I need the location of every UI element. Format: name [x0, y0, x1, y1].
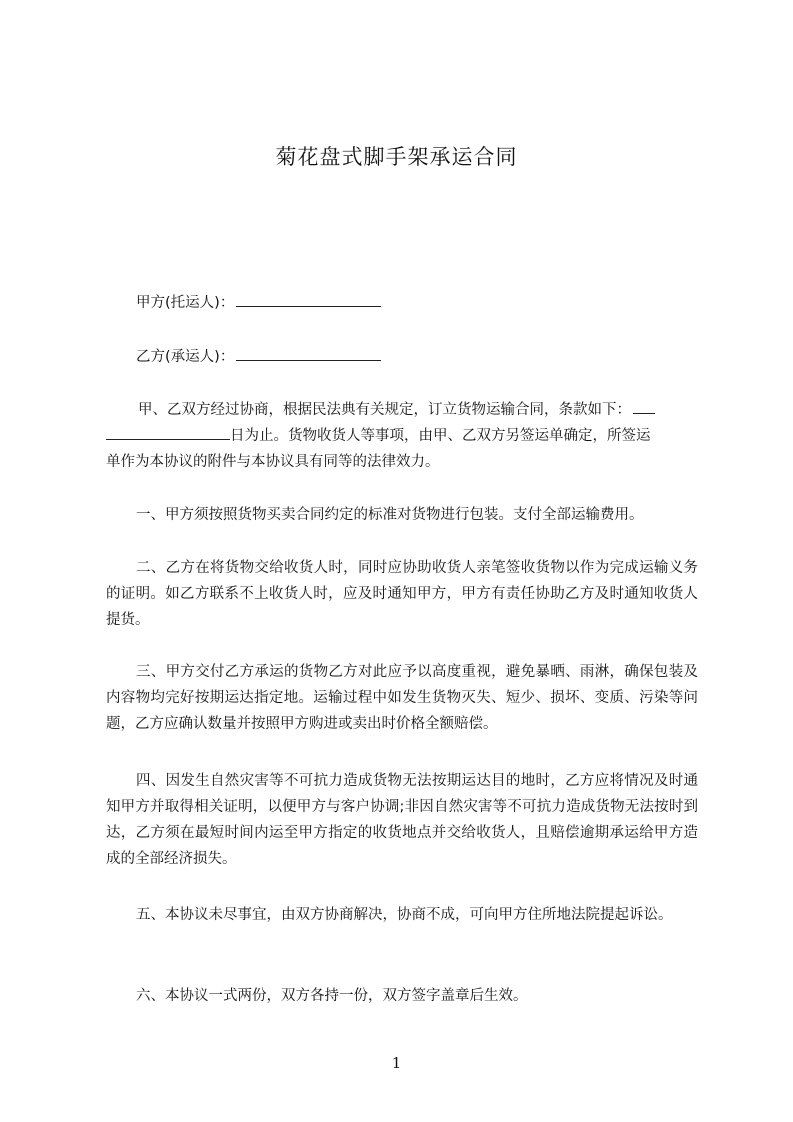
intro-line-3: 单作为本协议的附件与本协议具有同等的法律效力。: [106, 454, 440, 470]
intro-blank-1[interactable]: [633, 398, 655, 414]
party-a-blank[interactable]: [236, 291, 381, 307]
clause-3: 三、甲方交付乙方承运的货物乙方对此应予以高度重视，避免暴晒、雨淋，确保包装及内容物均完好按期运达指定地。运输过程中如发生货物灭失、短少、损坏、变质、污染等问题，乙方应确认数量并按照甲方购进或卖出时价格全额赔偿。: [106, 664, 698, 732]
clause-2: 二、乙方在将货物交给收货人时，同时应协助收货人亲笔签收货物以作为完成运输义务的证明。如乙方联系不上收货人时，应及时通知甲方，甲方有责任协助乙方及时通知收货人提货。: [106, 560, 698, 628]
intro-line-1: 甲、乙双方经过协商，根据民法典有关规定，订立货物运输合同，条款如下：: [138, 402, 631, 418]
party-a-label: 甲方(托运人)：: [136, 295, 235, 311]
intro-paragraph: [106, 397, 698, 475]
party-b-label: 乙方(承运人)：: [136, 349, 235, 365]
party-b-field: [136, 345, 381, 367]
clause-1: 一、甲方须按照货物买卖合同约定的标准对货物进行包装。支付全部运输费用。: [136, 507, 644, 523]
intro-blank-2[interactable]: [106, 424, 230, 440]
party-b-blank[interactable]: [236, 345, 381, 361]
document-title: 菊花盘式脚手架承运合同: [275, 145, 518, 169]
clause-5: 五、本协议未尽事宜，由双方协商解决，协商不成，可向甲方住所地法院提起诉讼。: [136, 907, 673, 923]
clause-6: 六、本协议一式两份，双方各持一份，双方签字盖章后生效。: [136, 988, 528, 1004]
intro-line-2: 日为止。货物收货人等事项，由甲、乙双方另签运单确定，所签运: [230, 428, 651, 444]
party-a-field: [136, 291, 381, 313]
page-number: 1: [391, 1054, 402, 1072]
clause-4: 四、因发生自然灾害等不可抗力造成货物无法按期运达目的地时，乙方应将情况及时通知甲方并取得相关证明，以便甲方与客户协调;非因自然灾害等不可抗力造成货物无法按时到达，乙方须在最短时间内运至甲方指定的收货地点并交给收货人，且赔偿逾期承运给甲方造成的全部经济损失。: [106, 773, 698, 867]
